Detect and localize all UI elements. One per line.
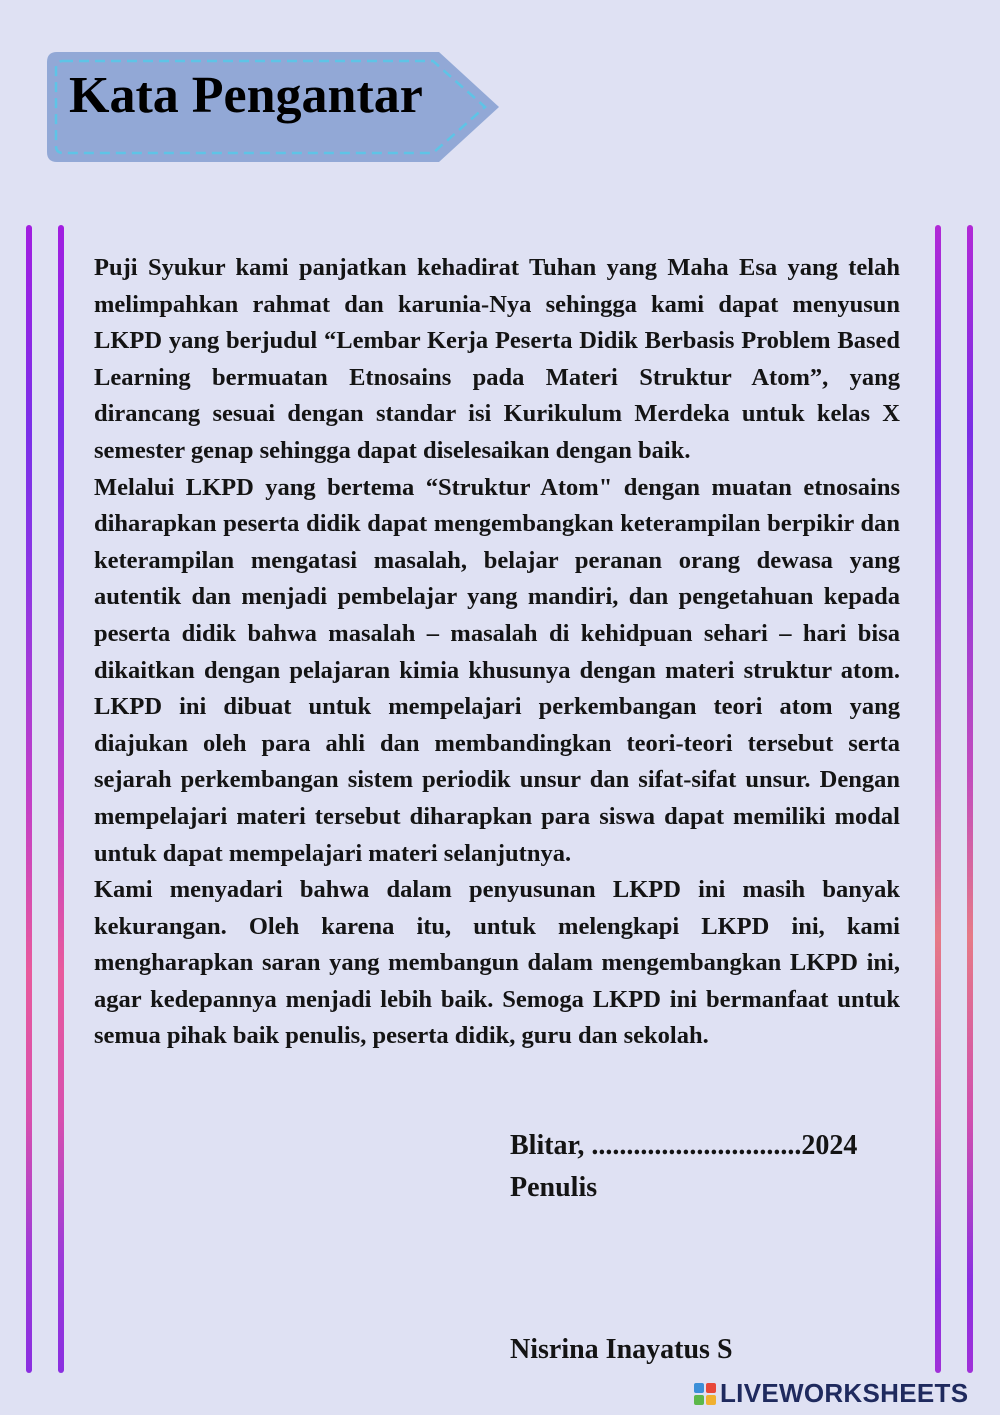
paragraph-2: Melalui LKPD yang bertema “Struktur Atom" dengan muatan etnosains diharapkan peserta didik dapat mengembangkan keterampilan berpikir dan keterampilan mengatasi masalah, belajar peranan orang dewasa yang autentik dan menjadi pembelajar yang mandiri, dan pengetahuan kepada peserta didik bahwa masalah – masalah di kehidpuan sehari – hari bisa dikaitkan dengan pelajaran kimia khusunya dengan materi struktur atom. LKPD ini dibuat untuk mempelajari perkembangan teori atom yang diajukan oleh para ahli dan membandingkan teori-teori tersebut serta sejarah perkembangan sistem periodik unsur dan sifat-sifat unsur. Dengan mempelajari materi tersebut diharapkan para siswa dapat memiliki modal untuk dapat mempelajari materi selanjutnya.: [94, 473, 900, 867]
watermark-text: LIVEWORKSHEETS: [720, 1378, 969, 1408]
title-banner: [47, 52, 499, 162]
paragraph-1: Puji Syukur kami panjatkan kehadirat Tuhan yang Maha Esa yang telah melimpahkan rahmat dan karunia-Nya sehingga kami dapat menyusun LKPD yang berjudul “Lembar Kerja Peserta Didik Berbasis Problem Based Learning bermuatan Etnosains pada Materi Struktur Atom”, yang dirancang sesuai dengan standar isi Kurikulum Merdeka untuk kelas X semester genap sehingga dapat diselesaikan dengan baik.: [94, 254, 900, 464]
page-title: Kata Pengantar: [69, 67, 423, 124]
liveworksheets-logo-icon: [694, 1383, 716, 1405]
left-inner-stripe: [58, 225, 64, 1373]
author-name: Nisrina Inayatus S: [510, 1334, 733, 1365]
author-role: Penulis: [510, 1172, 598, 1203]
right-inner-stripe: [935, 225, 941, 1373]
liveworksheets-logo: [694, 1378, 968, 1409]
place-date: Blitar, ..............................2024: [510, 1130, 858, 1161]
paragraph-3: Kami menyadari bahwa dalam penyusunan LKPD ini masih banyak kekurangan. Oleh karena itu, untuk melengkapi LKPD ini, kami mengharapkan saran yang membangun dalam mengembangkan LKPD ini, agar kedepannya menjadi lebih baik. Semoga LKPD ini bermanfaat untuk semua pihak baik penulis, peserta didik, guru dan sekolah.: [94, 876, 900, 1050]
preface-body: [94, 250, 900, 1055]
right-outer-stripe: [967, 225, 973, 1373]
left-outer-stripe: [26, 225, 32, 1373]
